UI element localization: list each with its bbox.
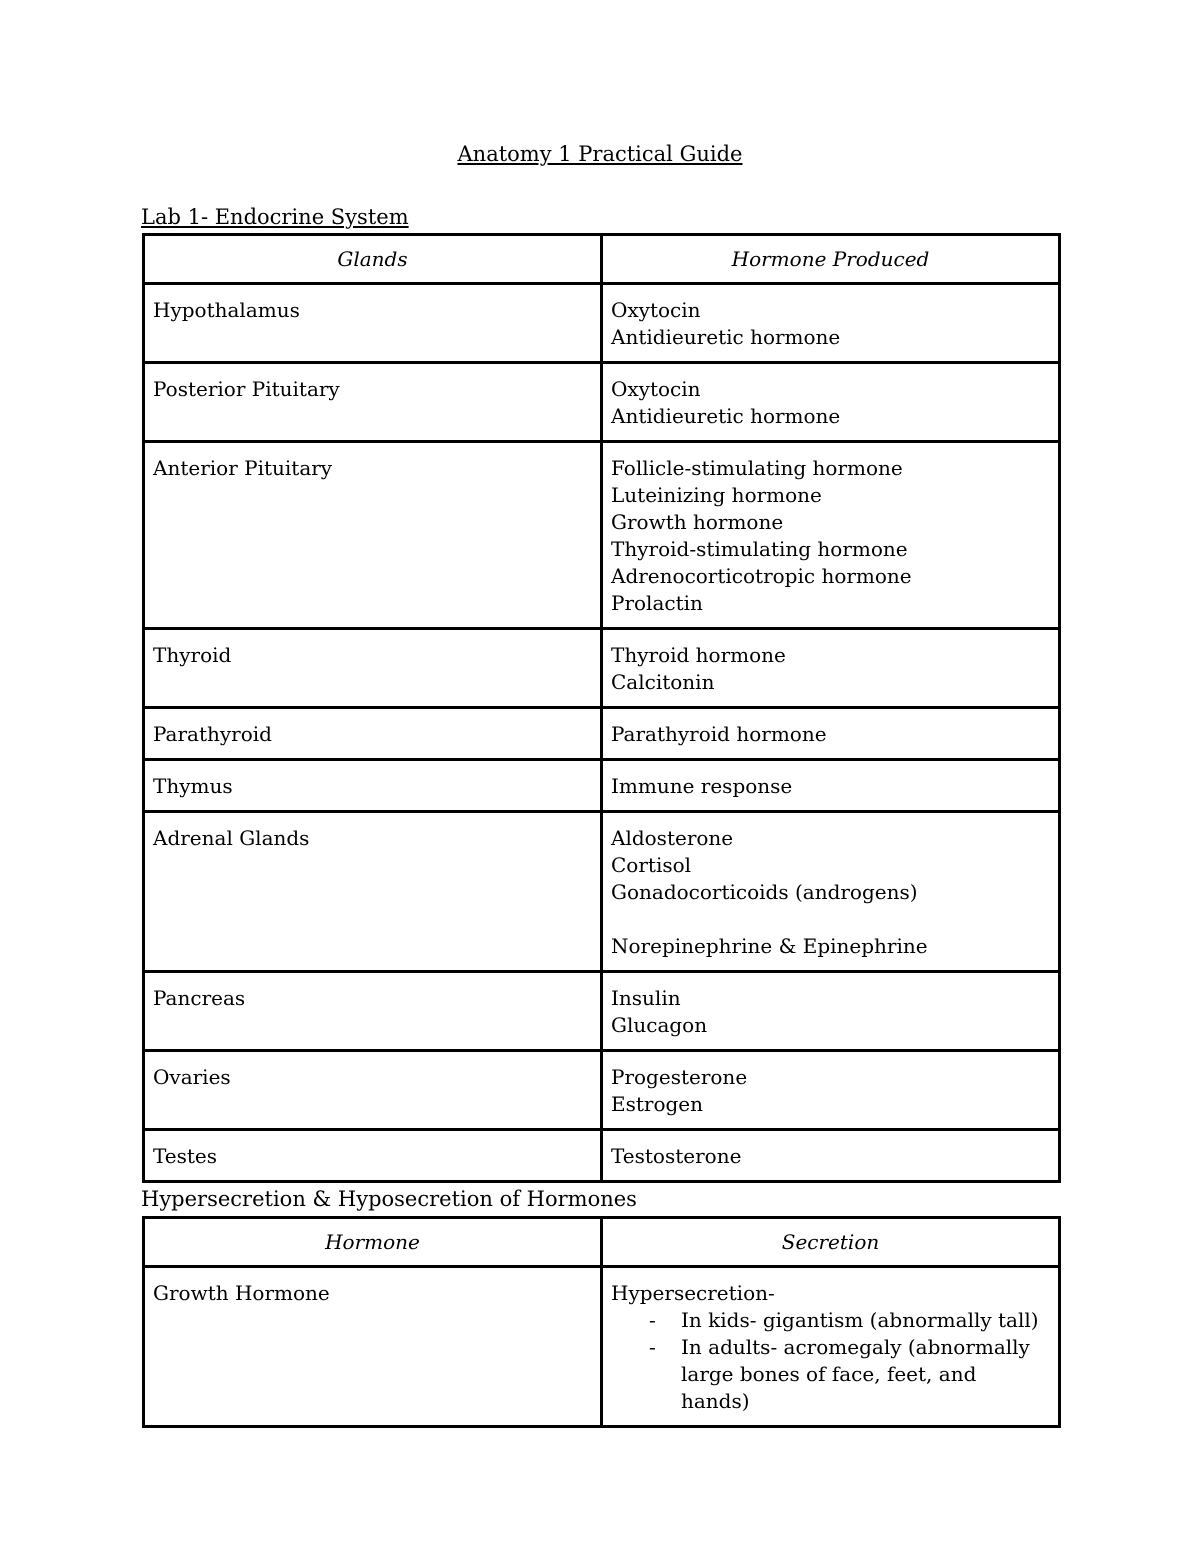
gland-cell: Thyroid <box>144 629 602 708</box>
document-title: Anatomy 1 Practical Guide <box>457 142 743 166</box>
hormone-line: Luteinizing hormone <box>611 483 822 507</box>
section-heading-endocrine: Lab 1- Endocrine System <box>141 205 409 229</box>
table-header-row <box>144 235 1060 284</box>
list-item-text: In kids- gigantism (abnormally tall) <box>681 1308 1039 1332</box>
hormone-cell <box>602 1130 1060 1182</box>
table-row <box>144 629 1060 708</box>
gland-cell: Adrenal Glands <box>144 812 602 972</box>
table-row <box>144 363 1060 442</box>
hormone-line: Gonadocorticoids (androgens) <box>611 880 918 904</box>
hormone-cell <box>602 284 1060 363</box>
hormone-line: Insulin <box>611 986 681 1010</box>
hormone-cell <box>602 1051 1060 1130</box>
endocrine-table <box>142 233 1061 1183</box>
list-item <box>611 1307 1050 1334</box>
hormone-line: Estrogen <box>611 1092 704 1116</box>
table-header-row <box>144 1218 1060 1267</box>
hormone-line: Norepinephrine & Epinephrine <box>611 934 928 958</box>
hormone-line: Calcitonin <box>611 670 715 694</box>
hormone-cell <box>602 363 1060 442</box>
hormone-line: Glucagon <box>611 1013 708 1037</box>
hormone-line: Adrenocorticotropic hormone <box>611 564 912 588</box>
list-item-text: In adults- acromegaly (abnormally large bones of face, feet, and hands) <box>681 1335 1030 1413</box>
dash-marker: - <box>649 1335 656 1359</box>
column-header-glands: Glands <box>144 235 602 284</box>
hormone-line: Oxytocin <box>611 298 701 322</box>
table-row <box>144 1130 1060 1182</box>
table-row <box>144 812 1060 972</box>
hormone-line: Thyroid-stimulating hormone <box>611 537 908 561</box>
secretion-table <box>142 1216 1061 1428</box>
hormone-line: Cortisol <box>611 853 692 877</box>
secretion-list <box>611 1307 1050 1415</box>
hormone-line: Antidieuretic hormone <box>611 404 841 428</box>
column-header-hormone: Hormone <box>144 1218 602 1267</box>
column-header-secretion: Secretion <box>602 1218 1060 1267</box>
hormone-line: Antidieuretic hormone <box>611 325 841 349</box>
hormone-line: Testosterone <box>611 1144 742 1168</box>
hormone-line <box>611 906 1050 933</box>
gland-cell: Testes <box>144 1130 602 1182</box>
hormone-line: Follicle-stimulating hormone <box>611 456 903 480</box>
hormone-line: Growth hormone <box>611 510 784 534</box>
hormone-line: Parathyroid hormone <box>611 722 827 746</box>
hormone-line: Prolactin <box>611 591 703 615</box>
gland-cell: Anterior Pituitary <box>144 442 602 629</box>
gland-cell: Ovaries <box>144 1051 602 1130</box>
hormone-cell <box>602 442 1060 629</box>
hormone-line: Immune response <box>611 774 793 798</box>
hormone-line: Oxytocin <box>611 377 701 401</box>
gland-cell: Hypothalamus <box>144 284 602 363</box>
table-row <box>144 442 1060 629</box>
hormone-cell <box>602 812 1060 972</box>
column-header-hormone-produced: Hormone Produced <box>602 235 1060 284</box>
table-row <box>144 284 1060 363</box>
hormone-line: Thyroid hormone <box>611 643 786 667</box>
table-row <box>144 708 1060 760</box>
table-row <box>144 972 1060 1051</box>
secretion-label: Hypersecretion- <box>611 1281 775 1305</box>
gland-cell: Parathyroid <box>144 708 602 760</box>
table-row <box>144 1051 1060 1130</box>
table-row <box>144 1267 1060 1427</box>
secretion-cell <box>602 1267 1060 1427</box>
hormone-line: Progesterone <box>611 1065 748 1089</box>
hormone-cell <box>602 972 1060 1051</box>
dash-marker: - <box>649 1308 656 1332</box>
gland-cell: Posterior Pituitary <box>144 363 602 442</box>
hormone-name-cell: Growth Hormone <box>144 1267 602 1427</box>
table-row <box>144 760 1060 812</box>
gland-cell: Pancreas <box>144 972 602 1051</box>
hormone-cell <box>602 760 1060 812</box>
hormone-cell <box>602 708 1060 760</box>
gland-cell: Thymus <box>144 760 602 812</box>
list-item <box>611 1334 1050 1415</box>
hormone-cell <box>602 629 1060 708</box>
hormone-line: Aldosterone <box>611 826 734 850</box>
section-heading-secretion: Hypersecretion & Hyposecretion of Hormones <box>141 1187 637 1211</box>
